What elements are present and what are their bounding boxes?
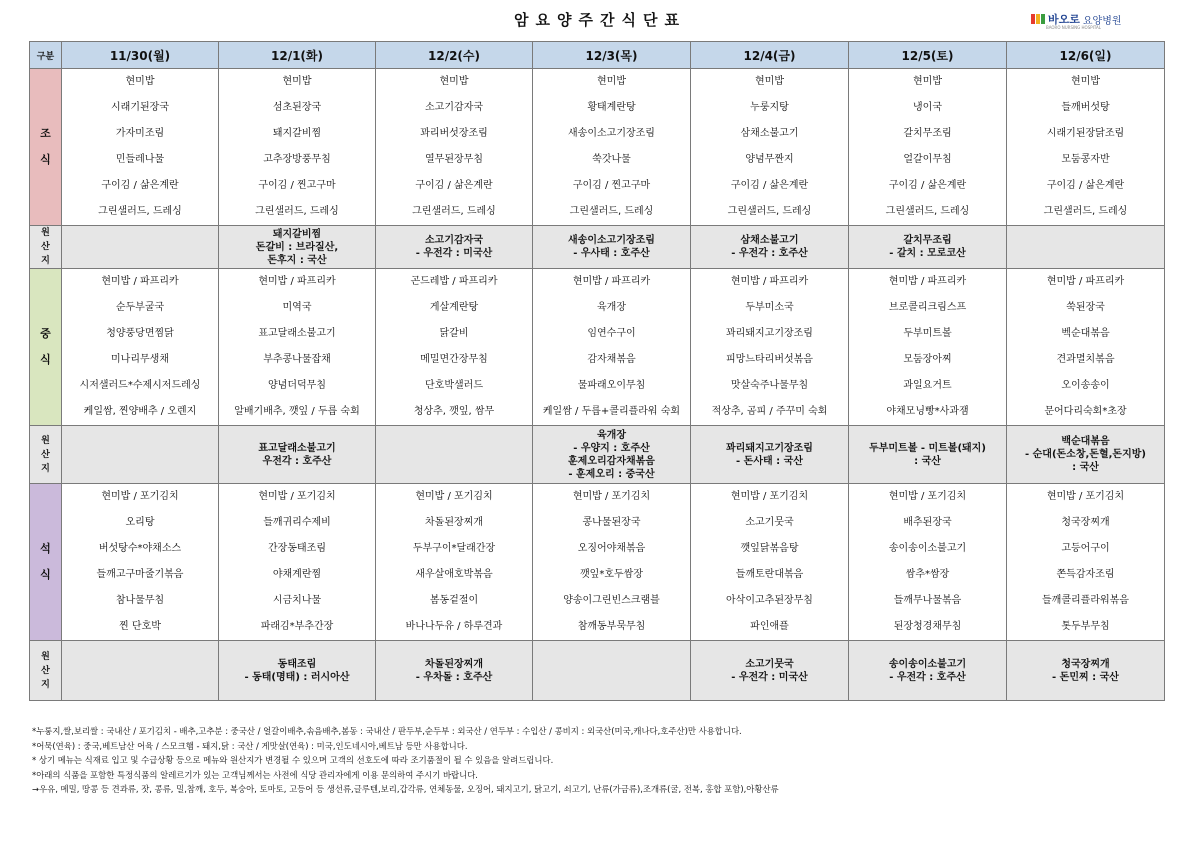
dish-item: 청양풍당면찜닭 bbox=[106, 328, 174, 339]
dish-item: 들깨고구마줄기볶음 bbox=[96, 569, 184, 580]
dish-item: 미역국 bbox=[282, 302, 312, 313]
dish-item: 메밀면간장무침 bbox=[420, 354, 488, 365]
origin-cell: 청국장찌개 - 돈민찌 : 국산 bbox=[1007, 641, 1165, 701]
day-menu-cell bbox=[376, 69, 533, 226]
dish-item: 시래기된장국 bbox=[111, 102, 169, 113]
dish-item: 닭갈비 bbox=[439, 328, 469, 339]
day-menu-cell bbox=[533, 69, 691, 226]
dish-item: 단호박샐러드 bbox=[425, 380, 483, 391]
dish-item: 배추된장국 bbox=[903, 517, 952, 528]
origin-label bbox=[30, 426, 62, 484]
dish-item: 톳두부무침 bbox=[1061, 621, 1110, 632]
dish-item: 현미밥 / 포기김치 bbox=[888, 491, 967, 502]
dish-item: 구이김 / 삶은계란 bbox=[415, 180, 493, 191]
meal-label bbox=[30, 484, 62, 641]
dish-item: 청상추, 깻잎, 쌈무 bbox=[413, 406, 495, 417]
origin-label bbox=[30, 641, 62, 701]
dish-item: 그린샐러드, 드레싱 bbox=[885, 206, 970, 217]
origin-cell: 꽈리돼지고기장조림 - 돈사태 : 국산 bbox=[691, 426, 849, 484]
origin-label bbox=[30, 226, 62, 269]
dish-item: 미나리무생채 bbox=[111, 354, 169, 365]
dish-item: 현미밥 bbox=[125, 76, 155, 87]
logo-mark-icon bbox=[1031, 14, 1045, 24]
dish-item: 현미밥 / 파프리카 bbox=[258, 276, 336, 287]
dish-item: 게살계란탕 bbox=[429, 302, 479, 313]
dish-item: 냉이국 bbox=[913, 102, 942, 113]
origin-label-text: 원 산 지 bbox=[41, 228, 50, 266]
logo-name: 바오로 bbox=[1048, 13, 1080, 26]
day-menu-cell bbox=[376, 269, 533, 426]
day-menu-cell bbox=[1007, 69, 1165, 226]
dish-item: 현미밥 / 포기김치 bbox=[1046, 491, 1125, 502]
origin-cell: 돼지갈비찜 돈갈비 : 브라질산, 돈후지 : 국산 bbox=[219, 226, 376, 269]
dish-item: 벡순대볶음 bbox=[1061, 328, 1110, 339]
day-header: 12/3(목) bbox=[533, 42, 691, 69]
dish-item: 얼갈이무침 bbox=[903, 154, 952, 165]
dish-item: 현미밥 / 파프리카 bbox=[101, 276, 179, 287]
dish-item: 된장청경채무침 bbox=[893, 621, 962, 632]
day-menu-cell bbox=[691, 269, 849, 426]
day-header: 12/5(토) bbox=[849, 42, 1007, 69]
dish-item: 찐 단호박 bbox=[119, 621, 161, 632]
dish-item: 오리탕 bbox=[125, 517, 155, 528]
origin-cell bbox=[533, 641, 691, 701]
note-line: * 상기 메뉴는 식재료 입고 및 수급상황 등으로 메뉴와 원산지가 변경될 수 있으며 고객의 선호도에 따라 조기품절이 될 수 있음을 알려드립니다. bbox=[32, 755, 554, 765]
origin-cell: 동태조림 - 동태(명태) : 러시아산 bbox=[219, 641, 376, 701]
dish-item: 콩나물된장국 bbox=[582, 517, 641, 528]
dish-item: 현미밥 / 파프리카 bbox=[1046, 276, 1125, 287]
dish-item: 문어다리숙회*초장 bbox=[1044, 406, 1127, 417]
dish-item: 시래기된장닭조림 bbox=[1046, 128, 1125, 139]
dish-item: 쫀득감자조림 bbox=[1056, 569, 1115, 580]
dish-item: 송이송이소불고기 bbox=[888, 543, 967, 554]
day-menu-cell bbox=[62, 69, 219, 226]
dish-item: 들깨무나물볶음 bbox=[893, 595, 962, 606]
dish-item: 봄동겉절이 bbox=[429, 595, 479, 606]
meal-label bbox=[30, 69, 62, 226]
day-menu-cell bbox=[219, 69, 376, 226]
origin-cell bbox=[62, 226, 219, 269]
origin-label-text: 원 산 지 bbox=[41, 651, 50, 690]
day-menu-cell bbox=[376, 484, 533, 641]
dish-item: 그린샐러드, 드레싱 bbox=[412, 206, 496, 217]
dish-item: 구이김 / 삶은계란 bbox=[730, 180, 809, 191]
dish-item: 양념무짠지 bbox=[745, 154, 794, 165]
dish-item: 감자채볶음 bbox=[587, 354, 636, 365]
dish-item: 누룽지탕 bbox=[750, 102, 789, 113]
dish-item: 바나나두유 / 하루견과 bbox=[405, 621, 503, 632]
dish-item: 알배기배추, 깻잎 / 두릅 숙회 bbox=[234, 406, 360, 417]
dish-item: 표고달래소불고기 bbox=[258, 328, 336, 339]
origin-cell: 차돌된장찌개 - 우차돌 : 호주산 bbox=[376, 641, 533, 701]
dish-item: 현미밥 bbox=[1071, 76, 1100, 87]
dish-item: 깻잎*호두쌈장 bbox=[580, 569, 643, 580]
origin-cell bbox=[1007, 226, 1165, 269]
dish-item: 시저샐러드*수제시저드레싱 bbox=[79, 380, 201, 391]
dish-item: 파래김*부추간장 bbox=[260, 621, 334, 632]
gubun-header: 구분 bbox=[30, 42, 62, 69]
day-menu-cell bbox=[849, 269, 1007, 426]
origin-cell: 육개장 - 우양지 : 호주산 훈제오리감자채볶음 - 훈제오리 : 중국산 bbox=[533, 426, 691, 484]
dish-item: 그린샐러드, 드레싱 bbox=[1043, 206, 1128, 217]
dish-item: 돼지갈비찜 bbox=[272, 128, 322, 139]
logo-tagline: BAORO NURSING HOSPITAL bbox=[1046, 25, 1101, 30]
dish-item: 쑥된장국 bbox=[1066, 302, 1105, 313]
dish-item: 현미밥 bbox=[755, 76, 784, 87]
dish-item: 모둠장아찌 bbox=[903, 354, 952, 365]
day-menu-cell bbox=[219, 269, 376, 426]
weekly-menu-table bbox=[29, 41, 1165, 701]
hospital-logo bbox=[1031, 11, 1122, 30]
origin-cell: 갈치무조림 - 갈치 : 모로코산 bbox=[849, 226, 1007, 269]
day-header: 12/2(수) bbox=[376, 42, 533, 69]
dish-item: 현미밥 / 파프리카 bbox=[572, 276, 651, 287]
dish-item: 임연수구이 bbox=[587, 328, 636, 339]
dish-item: 현미밥 bbox=[597, 76, 626, 87]
logo-sub: 요양병원 bbox=[1082, 15, 1122, 27]
dish-item: 곤드레밥 / 파프리카 bbox=[410, 276, 498, 287]
dish-item: 현미밥 / 포기김치 bbox=[258, 491, 336, 502]
day-menu-cell bbox=[691, 484, 849, 641]
dish-item: 견과멸치볶음 bbox=[1056, 354, 1115, 365]
dish-item: 오이송송이 bbox=[1061, 380, 1110, 391]
dish-item: 황태계란탕 bbox=[587, 102, 636, 113]
dish-item: 그린샐러드, 드레싱 bbox=[569, 206, 654, 217]
day-menu-cell bbox=[849, 484, 1007, 641]
origin-cell: 소고기뭇국 - 우전각 : 미국산 bbox=[691, 641, 849, 701]
dish-item: 오징어야채볶음 bbox=[577, 543, 646, 554]
meal-row bbox=[30, 484, 1165, 641]
dish-item: 참깨동부묵무침 bbox=[577, 621, 646, 632]
meal-label bbox=[30, 269, 62, 426]
day-menu-cell bbox=[1007, 484, 1165, 641]
origin-cell: 송이송이소불고기 - 우전각 : 호주산 bbox=[849, 641, 1007, 701]
meal-label-text: 조 식 bbox=[40, 127, 51, 166]
meal-label-text: 석 식 bbox=[40, 542, 51, 581]
dish-item: 쌈추*쌈장 bbox=[905, 569, 950, 580]
meal-label-text: 중 식 bbox=[40, 327, 51, 366]
dish-item: 과일요거트 bbox=[903, 380, 952, 391]
page-title: 암요양주간식단표 bbox=[514, 11, 686, 29]
origin-row bbox=[30, 226, 1165, 269]
dish-item: 현미밥 / 포기김치 bbox=[730, 491, 809, 502]
day-header: 12/1(화) bbox=[219, 42, 376, 69]
dish-item: 케일쌈 / 두릅+콜리플라워 숙회 bbox=[542, 406, 681, 417]
origin-row bbox=[30, 641, 1165, 701]
dish-item: 들깨콜리플라워볶음 bbox=[1042, 595, 1129, 606]
day-header: 12/6(일) bbox=[1007, 42, 1165, 69]
header-row bbox=[30, 42, 1165, 69]
note-line: *누룽지,쌀,보리쌀 : 국내산 / 포기김치 - 배추,고추분 : 중국산 / 얼갈이배추,솎음배추,봄동 : 국내산 / 판두부,순두부 : 외국산 / 연두부 : 수입산 / 콩비지 : 외국산(미국,캐나다,호주산)만 사용합니다. bbox=[32, 726, 742, 736]
dish-item: 순두부굴국 bbox=[115, 302, 165, 313]
day-menu-cell bbox=[219, 484, 376, 641]
origin-cell bbox=[62, 426, 219, 484]
dish-item: 양송이그린빈스크램블 bbox=[563, 595, 660, 606]
dish-item: 현미밥 bbox=[439, 76, 469, 87]
origin-row bbox=[30, 426, 1165, 484]
dish-item: 물파래오이무침 bbox=[577, 380, 646, 391]
dish-item: 두부미트볼 bbox=[903, 328, 952, 339]
origin-label-text: 원 산 지 bbox=[41, 435, 50, 474]
meal-row bbox=[30, 269, 1165, 426]
dish-item: 그린샐러드, 드레싱 bbox=[255, 206, 339, 217]
dish-item: 두부구이*달래간장 bbox=[412, 543, 496, 554]
dish-item: 부추콩나물잡채 bbox=[263, 354, 331, 365]
dish-item: 갈치무조림 bbox=[903, 128, 952, 139]
dish-item: 차돌된장찌개 bbox=[425, 517, 483, 528]
day-menu-cell bbox=[849, 69, 1007, 226]
dish-item: 맛살숙주나물무침 bbox=[730, 380, 809, 391]
dish-item: 피망느타리버섯볶음 bbox=[726, 354, 813, 365]
dish-item: 소고기뭇국 bbox=[745, 517, 794, 528]
origin-cell: 새송이소고기장조림 - 우사태 : 호주산 bbox=[533, 226, 691, 269]
dish-item: 브로콜리크림스프 bbox=[888, 302, 967, 313]
dish-item: 현미밥 bbox=[282, 76, 312, 87]
origin-cell bbox=[376, 426, 533, 484]
dish-item: 야채계란찜 bbox=[272, 569, 322, 580]
dish-item: 현미밥 / 파프리카 bbox=[888, 276, 967, 287]
dish-item: 현미밥 bbox=[913, 76, 942, 87]
dish-item: 현미밥 / 포기김치 bbox=[101, 491, 179, 502]
dish-item: 들깨버섯탕 bbox=[1061, 102, 1110, 113]
dish-item: 꽈리버섯장조림 bbox=[420, 128, 488, 139]
dish-item: 간장동태조림 bbox=[268, 543, 326, 554]
origin-cell: 백순대볶음 - 순대(돈소창,돈혈,돈지방) : 국산 bbox=[1007, 426, 1165, 484]
dish-item: 두부미소국 bbox=[745, 302, 794, 313]
dish-item: 소고기감자국 bbox=[425, 102, 483, 113]
dish-item: 구이김 / 찐고구마 bbox=[258, 180, 336, 191]
dish-item: 시금치나물 bbox=[272, 595, 322, 606]
dish-item: 파인애플 bbox=[750, 621, 789, 632]
dish-item: 육개장 bbox=[597, 302, 626, 313]
day-menu-cell bbox=[62, 269, 219, 426]
dish-item: 적상추, 곰피 / 주꾸미 숙회 bbox=[711, 406, 828, 417]
day-header: 11/30(월) bbox=[62, 42, 219, 69]
dish-item: 버섯탕수*야채소스 bbox=[98, 543, 182, 554]
dish-item: 현미밥 / 파프리카 bbox=[730, 276, 809, 287]
dish-item: 아삭이고추된장무침 bbox=[726, 595, 813, 606]
dish-item: 새송이소고기장조림 bbox=[568, 128, 655, 139]
dish-item: 구이김 / 삶은계란 bbox=[1046, 180, 1125, 191]
day-header: 12/4(금) bbox=[691, 42, 849, 69]
dish-item: 그린샐러드, 드레싱 bbox=[727, 206, 812, 217]
day-menu-cell bbox=[533, 269, 691, 426]
dish-item: 그린샐러드, 드레싱 bbox=[98, 206, 182, 217]
dish-item: 꽈리돼지고기장조림 bbox=[726, 328, 813, 339]
notes bbox=[32, 724, 1172, 797]
dish-item: 구이김 / 삶은계란 bbox=[888, 180, 967, 191]
dish-item: 쑥갓나물 bbox=[592, 154, 631, 165]
dish-item: 현미밥 / 포기김치 bbox=[415, 491, 493, 502]
dish-item: 들깨토란대볶음 bbox=[735, 569, 804, 580]
note-line: *어묵(연육) : 중국,베트남산 어육 / 스모크햄 - 돼지,닭 : 국산 / 게맛살(연육) : 미국,인도네시아,베트남 등만 사용합니다. bbox=[32, 740, 468, 751]
dish-item: 민들레나물 bbox=[115, 154, 165, 165]
meal-row bbox=[30, 69, 1165, 226]
dish-item: 현미밥 / 포기김치 bbox=[572, 491, 651, 502]
dish-item: 모둠콩자반 bbox=[1061, 154, 1110, 165]
day-menu-cell bbox=[533, 484, 691, 641]
origin-cell: 표고달래소불고기 우전각 : 호주산 bbox=[219, 426, 376, 484]
dish-item: 고추장방풍무침 bbox=[263, 154, 331, 165]
day-menu-cell bbox=[691, 69, 849, 226]
dish-item: 양념더덕무침 bbox=[268, 380, 326, 391]
day-menu-cell bbox=[62, 484, 219, 641]
dish-item: 케일쌈, 찐양배추 / 오렌지 bbox=[83, 406, 197, 417]
dish-item: 열무된장무침 bbox=[425, 154, 483, 165]
origin-cell: 삼채소불고기 - 우전각 : 호주산 bbox=[691, 226, 849, 269]
dish-item: 새우살애호박볶음 bbox=[415, 569, 493, 580]
note-line: →우유, 메밀, 땅콩 등 견과류, 잣, 콩류, 밀,참깨, 호두, 복숭아, 토마토, 고등어 등 생선류,글루텐,보리,갑각류, 연체동물, 오징어, 돼지고기, 닭고기, 쇠고기, 난류(가금류),조개류(굴, 전복, 홍합 포함),아황산류 bbox=[32, 784, 779, 794]
origin-cell: 두부미트볼 - 미트볼(돼지) : 국산 bbox=[849, 426, 1007, 484]
day-menu-cell bbox=[1007, 269, 1165, 426]
dish-item: 삼채소불고기 bbox=[740, 128, 799, 139]
dish-item: 구이김 / 삶은계란 bbox=[101, 180, 179, 191]
dish-item: 참나물무침 bbox=[115, 595, 165, 606]
dish-item: 야채모닝빵*사과잼 bbox=[886, 406, 969, 417]
origin-cell bbox=[62, 641, 219, 701]
dish-item: 섬초된장국 bbox=[272, 102, 322, 113]
dish-item: 들깨귀리수제비 bbox=[263, 517, 331, 528]
note-line: *아래의 식품을 포함한 특정식품의 알레르기가 있는 고객님께서는 사전에 식당 관리자에게 이용 문의하여 주시기 바랍니다. bbox=[32, 769, 478, 780]
dish-item: 청국장찌개 bbox=[1061, 517, 1110, 528]
origin-cell: 소고기감자국 - 우전각 : 미국산 bbox=[376, 226, 533, 269]
dish-item: 구이김 / 찐고구마 bbox=[572, 180, 651, 191]
dish-item: 가자미조림 bbox=[115, 128, 165, 139]
dish-item: 깻잎닭볶음탕 bbox=[740, 543, 799, 554]
dish-item: 고등어구이 bbox=[1061, 543, 1110, 554]
